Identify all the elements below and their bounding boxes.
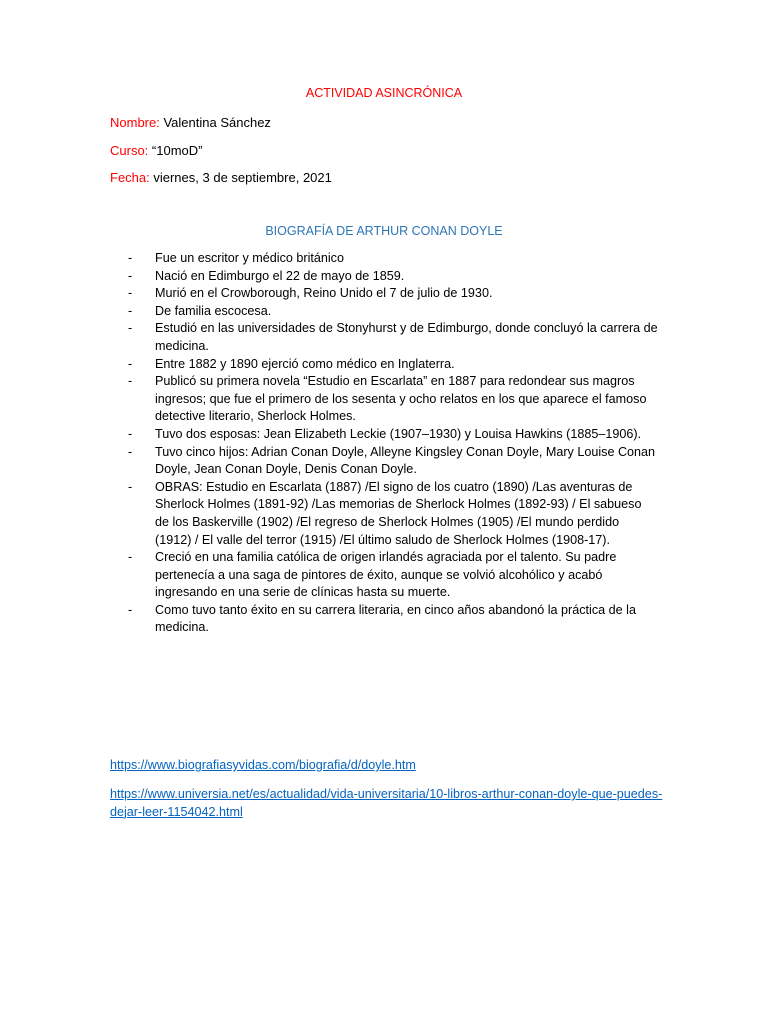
list-item-text: De familia escocesa.	[155, 303, 272, 318]
source-link-biografiasyvidas[interactable]: https://www.biografiasyvidas.com/biografia/d/doyle.htm	[110, 758, 416, 772]
list-item	[128, 444, 658, 479]
list-item-text: Tuvo dos esposas: Jean Elizabeth Leckie (1907–1930) y Louisa Hawkins (1885–1906).	[155, 426, 642, 441]
bullet-dash: -	[128, 426, 133, 441]
bullet-dash: -	[128, 251, 133, 265]
list-item-text: Estudió en las universidades de Stonyhurst y de Edimburgo, donde concluyó la carrera de medicina.	[155, 321, 658, 353]
bullet-dash: -	[128, 550, 133, 565]
bullet-dash: -	[128, 321, 133, 336]
bullet-dash: -	[128, 268, 133, 283]
curso-value: “10moD”	[148, 143, 203, 158]
list-item-text: Creció en una familia católica de origen irlandés agraciada por el talento. Su padre pertenecía a una saga de pintores de éxito, aunque se volvió alcohólico y acabó ingresando en una serie de clínicas hasta su muerte.	[155, 550, 617, 600]
list-item-text: Murió en el Crowborough, Reino Unido el 7 de julio de 1930.	[155, 286, 493, 301]
name-label: Nombre:	[110, 115, 160, 130]
list-item	[128, 373, 658, 426]
list-item-text: Nació en Edimburgo el 22 de mayo de 1859.	[155, 268, 405, 283]
list-item-text: Tuvo cinco hijos: Adrian Conan Doyle, Alleyne Kingsley Conan Doyle, Mary Louise Conan Doyle, Jean Conan Doyle, Denis Conan Doyle.	[155, 444, 656, 477]
fecha-value: viernes, 3 de septiembre, 2021	[149, 170, 332, 185]
list-item	[128, 320, 658, 355]
list-item	[128, 250, 658, 268]
list-item-text: Como tuvo tanto éxito en su carrera literaria, en cinco años abandonó la práctica de la medicina.	[155, 602, 636, 635]
list-item-text: Fue un escritor y médico británico	[155, 251, 344, 265]
source-link-universia[interactable]: https://www.universia.net/es/actualidad/vida-universitaria/10-libros-arthur-conan-doyle-que-puedes-dejar-leer-1154042.html	[110, 787, 663, 819]
list-item	[128, 549, 658, 602]
bullet-dash: -	[128, 374, 133, 389]
list-item	[128, 356, 658, 374]
page-title: ACTIVIDAD ASINCRÓNICA	[305, 86, 463, 100]
list-item	[128, 426, 658, 444]
fecha-label: Fecha:	[110, 170, 150, 185]
name-value: Valentina Sánchez	[159, 115, 271, 130]
list-item-text: Publicó su primera novela “Estudio en Escarlata” en 1887 para redondear sus magros ingresos; que fue el primero de los sesenta y ocho relatos en los que aparece el famoso detective literario, Sherlock Holmes.	[155, 374, 647, 424]
list-item	[128, 479, 658, 549]
bullet-dash: -	[128, 303, 133, 318]
fecha-field	[110, 170, 332, 185]
biography-list	[128, 250, 658, 637]
section-heading: BIOGRAFÍA DE ARTHUR CONAN DOYLE	[265, 224, 503, 238]
list-item	[128, 602, 658, 637]
curso-label: Curso:	[110, 143, 149, 158]
bullet-dash: -	[128, 602, 133, 617]
bullet-dash: -	[128, 444, 133, 459]
list-item	[128, 285, 658, 303]
list-item	[128, 303, 658, 321]
bullet-dash: -	[128, 479, 133, 494]
list-item-text: Entre 1882 y 1890 ejerció como médico en Inglaterra.	[155, 356, 455, 371]
list-item	[128, 268, 658, 286]
bullet-dash: -	[128, 286, 133, 301]
list-item-text: OBRAS: Estudio en Escarlata (1887) /El signo de los cuatro (1890) /Las aventuras de Sherlock Holmes (1891-92) /Las memorias de Sherlock Holmes (1892-93) / El sabueso de los Baskerville (1902) /El regreso de Sherlock Holmes (1905) /El mundo perdido (1912) / El valle del terror (1915) /El último saludo de Sherlock Holmes (1908-17).	[155, 479, 642, 547]
curso-field	[110, 143, 202, 158]
bullet-dash: -	[128, 356, 133, 371]
name-field	[110, 115, 271, 130]
